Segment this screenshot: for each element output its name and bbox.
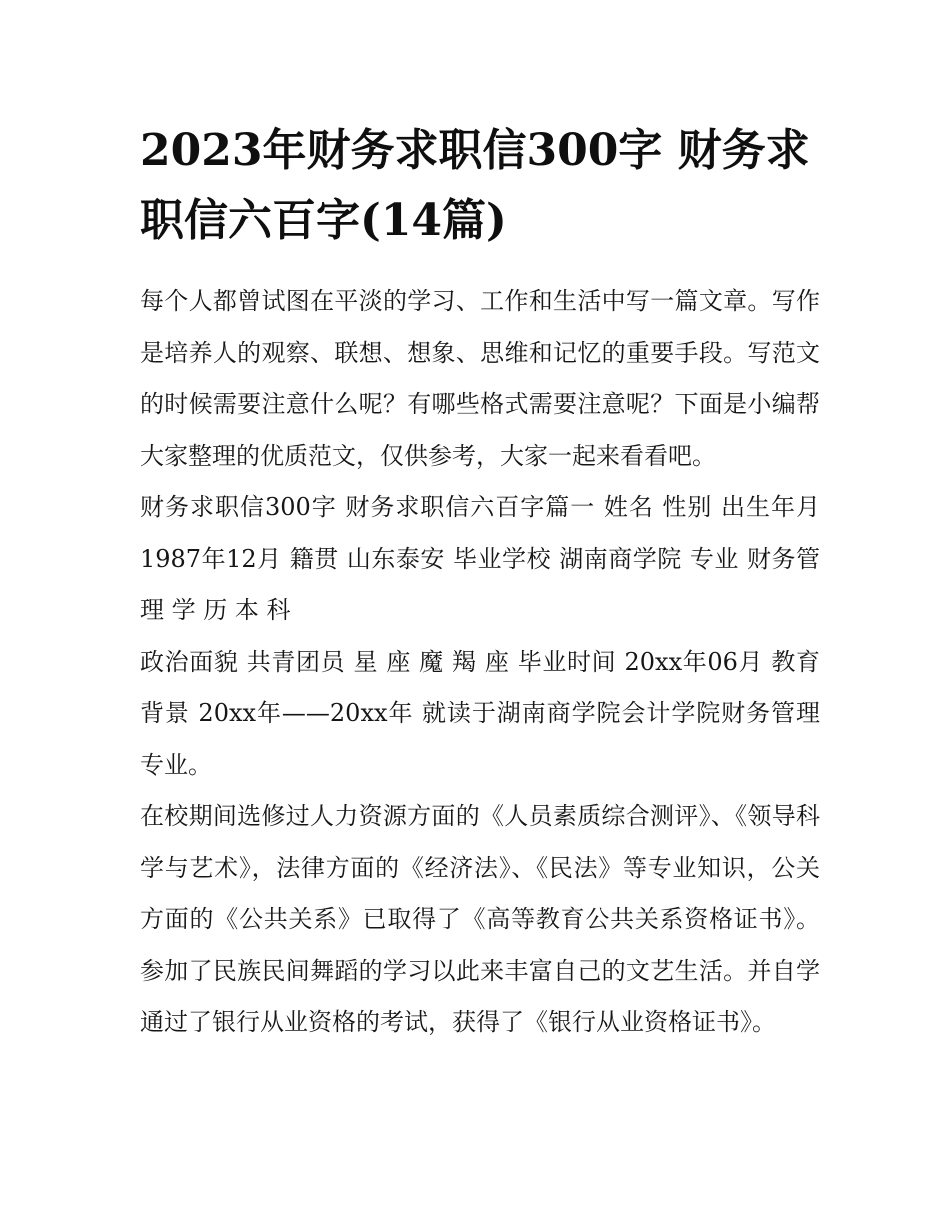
intro-paragraph: 每个人都曾试图在平淡的学习、工作和生活中写一篇文章。写作是培养人的观察、联想、想象、思维和记忆的重要手段。写范文的时候需要注意什么呢？有哪些格式需要注意呢？下面是小编帮大家整理的优质范文，仅供参考，大家一起来看看吧。 [140, 287, 820, 470]
document-body [140, 276, 820, 1049]
education-paragraph: 政治面貌 共青团员 星 座 魔 羯 座 毕业时间 20xx年06月 教育背景 20xx年——20xx年 就读于湖南商学院会计学院财务管理专业。 [140, 647, 820, 779]
personal-info-paragraph: 财务求职信300字 财务求职信六百字篇一 姓名 性别 出生年月 1987年12月 籍贯 山东泰安 毕业学校 湖南商学院 专业 财务管理 学 历 本 科 [140, 493, 820, 624]
courses-paragraph: 在校期间选修过人力资源方面的《人员素质综合测评》、《领导科学与艺术》，法律方面的《经济法》、《民法》等专业知识，公关方面的《公共关系》已取得了《高等教育公共关系资格证书》。参加了民族民间舞蹈的学习以此来丰富自己的文艺生活。并自学通过了银行从业资格的考试，获得了《银行从业资格证书》。 [140, 802, 820, 1036]
document-title: 2023年财务求职信300字 财务求职信六百字(14篇) [140, 125, 810, 246]
